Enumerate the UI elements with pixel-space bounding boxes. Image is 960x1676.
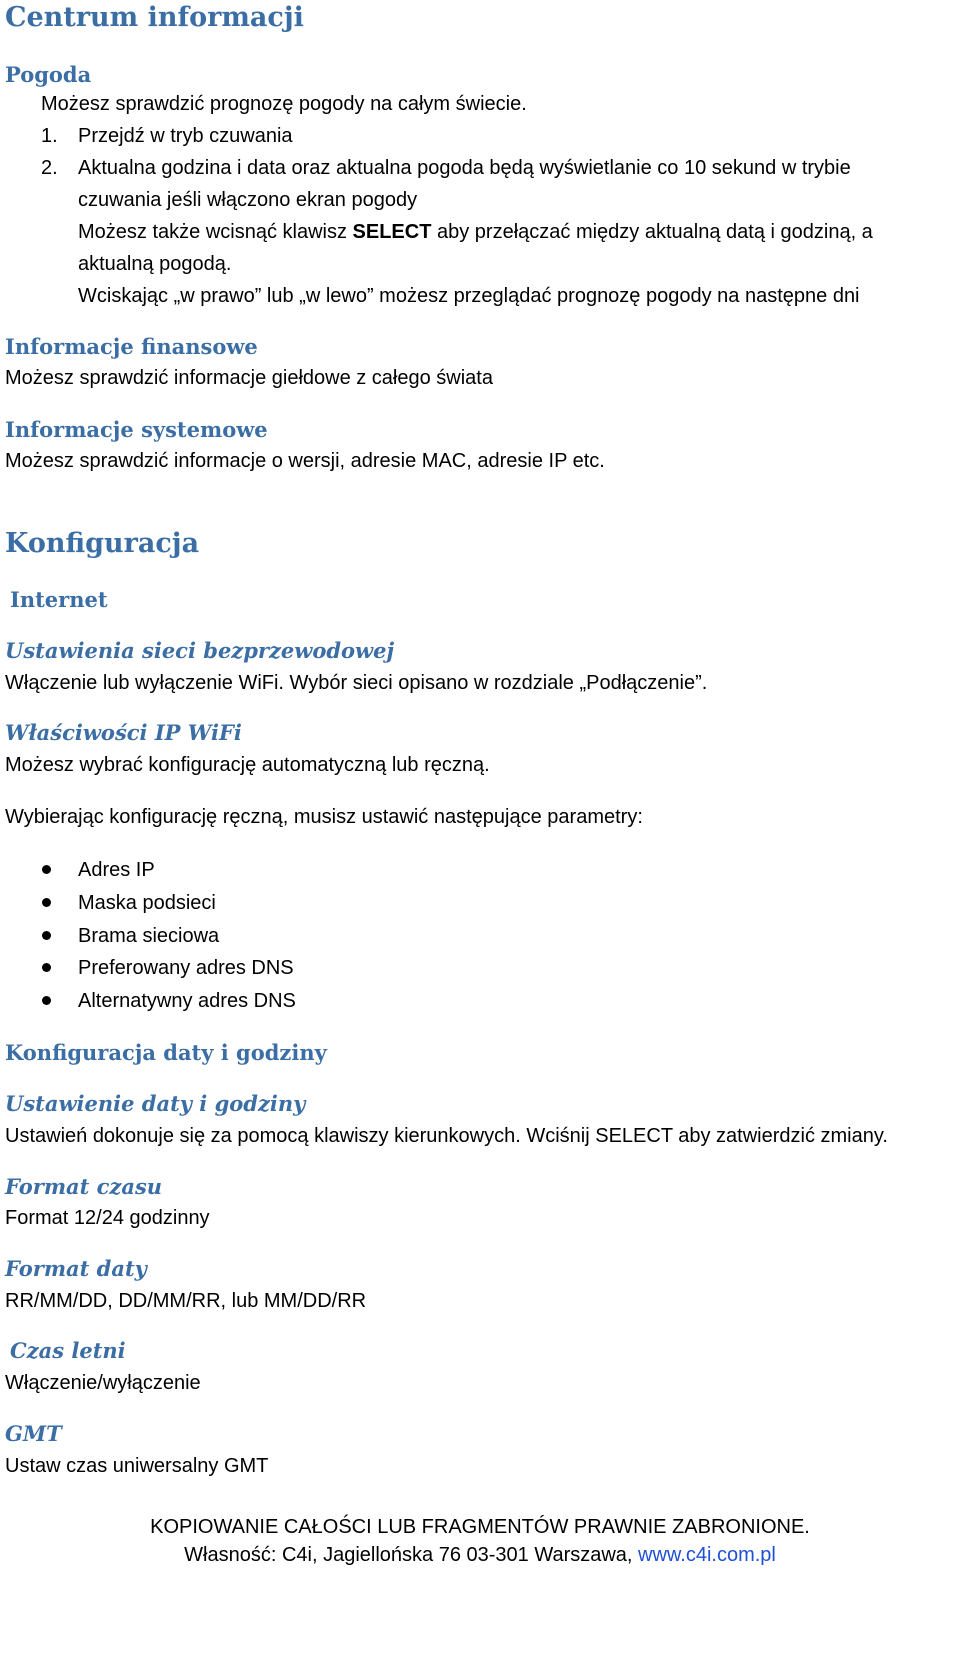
- footer-copyright-notice: KOPIOWANIE CAŁOŚCI LUB FRAGMENTÓW PRAWNIE ZABRONIONE.: [150, 1516, 810, 1538]
- heading-gmt: GMT: [5, 1421, 62, 1446]
- gmt-text: Ustaw czas uniwersalny GMT: [5, 1455, 269, 1477]
- heading-time-format: Format czasu: [5, 1174, 163, 1199]
- page-title: Centrum informacji: [5, 2, 304, 33]
- heading-ip-properties: Właściwości IP WiFi: [5, 720, 242, 745]
- bullet-icon: [42, 865, 51, 874]
- list-item: Alternatywny adres DNS: [78, 990, 296, 1012]
- pogoda-intro: Możesz sprawdzić prognozę pogody na całym świecie.: [41, 93, 527, 115]
- section-heading-finanse: Informacje finansowe: [5, 334, 258, 359]
- heading-wifi-settings: Ustawienia sieci bezprzewodowej: [5, 638, 395, 663]
- heading-datetime-config: Konfiguracja daty i godziny: [5, 1040, 327, 1065]
- section-heading-pogoda: Pogoda: [5, 62, 92, 87]
- datetime-setting-text: Ustawień dokonuje się za pomocą klawiszy kierunkowych. Wciśnij SELECT aby zatwierdzić zmiany.: [5, 1125, 888, 1147]
- section-title-konfiguracja: Konfiguracja: [5, 528, 200, 559]
- select-instruction-post: aby przełączać między aktualną datą i godziną, a: [431, 221, 873, 243]
- step-text: Przejdź w tryb czuwania: [78, 125, 293, 147]
- list-item: Adres IP: [78, 859, 155, 881]
- system-text: Możesz sprawdzić informacje o wersji, adresie MAC, adresie IP etc.: [5, 450, 605, 472]
- list-item: Preferowany adres DNS: [78, 957, 294, 979]
- select-instruction-continued: aktualną pogodą.: [78, 253, 232, 275]
- finanse-text: Możesz sprawdzić informacje giełdowe z całego świata: [5, 367, 493, 389]
- bullet-icon: [42, 996, 51, 1005]
- bullet-icon: [42, 963, 51, 972]
- heading-datetime-setting: Ustawienie daty i godziny: [5, 1091, 306, 1116]
- subsection-heading-internet: Internet: [10, 587, 108, 612]
- select-key-label: SELECT: [352, 221, 432, 243]
- wifi-text: Włączenie lub wyłączenie WiFi. Wybór sieci opisano w rozdziale „Podłączenie”.: [5, 672, 708, 694]
- heading-date-format: Format daty: [5, 1256, 147, 1281]
- ip-text: Możesz wybrać konfigurację automatyczną lub ręczną.: [5, 754, 490, 776]
- step-number: 1.: [41, 125, 58, 147]
- select-instruction: [78, 220, 873, 244]
- step-text: Aktualna godzina i data oraz aktualna pogoda będą wyświetlanie co 10 sekund w trybie: [78, 157, 851, 179]
- select-instruction-pre: Możesz także wcisnąć klawisz: [78, 221, 353, 243]
- footer-ownership: [0, 1544, 960, 1567]
- date-format-text: RR/MM/DD, DD/MM/RR, lub MM/DD/RR: [5, 1290, 367, 1312]
- time-format-text: Format 12/24 godzinny: [5, 1207, 210, 1229]
- step-text-continued: czuwania jeśli włączono ekran pogody: [78, 189, 418, 211]
- section-heading-system: Informacje systemowe: [5, 417, 268, 442]
- website-link[interactable]: www.c4i.com.pl: [638, 1544, 776, 1566]
- dst-text: Włączenie/wyłączenie: [5, 1372, 201, 1394]
- manual-config-intro: Wybierając konfigurację ręczną, musisz ustawić następujące parametry:: [5, 806, 643, 828]
- navigation-instruction: Wciskając „w prawo” lub „w lewo” możesz przeglądać prognozę pogody na następne dni: [78, 285, 860, 307]
- heading-dst: Czas letni: [10, 1338, 126, 1363]
- bullet-icon: [42, 931, 51, 940]
- list-item: Brama sieciowa: [78, 925, 220, 947]
- footer-address: Własność: C4i, Jagiellońska 76 03-301 Warszawa,: [184, 1544, 639, 1566]
- bullet-icon: [42, 898, 51, 907]
- step-number: 2.: [41, 157, 58, 179]
- list-item: Maska podsieci: [78, 892, 216, 914]
